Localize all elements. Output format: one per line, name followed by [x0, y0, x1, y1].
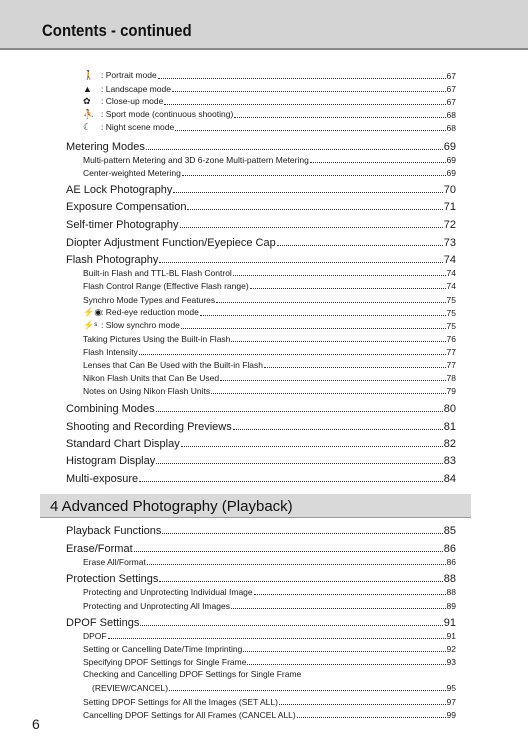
toc-entry-erase-all-format: Erase All/Format 86 — [83, 557, 456, 567]
toc-entry-red-eye-reduction: ⚡◉: Red-eye reduction mode 75 — [83, 307, 456, 318]
toc-entry-combining-modes: Combining Modes 80 — [66, 403, 456, 415]
toc-entry-erase-format: Erase/Format 86 — [66, 543, 456, 555]
toc-entry-histogram: Histogram Display 83 — [66, 455, 456, 467]
close-up-icon: ✿ — [83, 96, 91, 106]
section-title: 4 Advanced Photography (Playback) — [50, 498, 293, 515]
toc-entry-dpof: DPOF 91 — [83, 631, 456, 641]
toc-entry-taking-pictures-flash: Taking Pictures Using the Built-in Flash 76 — [83, 334, 456, 344]
toc-entry-synchro-mode-types: Synchro Mode Types and Features 75 — [83, 295, 456, 305]
toc-entry-standard-chart: Standard Chart Display 82 — [66, 438, 456, 450]
toc-entry-review-cancel: (REVIEW/CANCEL) 95 — [92, 683, 456, 693]
toc-entry-playback-functions: Playback Functions 85 — [66, 525, 456, 537]
toc-entry-multi-exposure: Multi-exposure 84 — [66, 473, 456, 485]
toc-entry-exposure-compensation: Exposure Compensation 71 — [66, 201, 456, 213]
toc-entry-portrait-mode: 🚶 : Portrait mode 67 — [83, 70, 456, 81]
toc-entry-self-timer: Self-timer Photography 72 — [66, 219, 456, 231]
toc-entry-sport-mode: ⛹ : Sport mode (continuous shooting) 68 — [83, 109, 456, 120]
toc-entry-protection-settings: Protection Settings 88 — [66, 573, 456, 585]
toc-entry-built-in-flash: Built-in Flash and TTL-BL Flash Control 74 — [83, 268, 456, 278]
section-header — [40, 494, 471, 518]
slow-sync-icon: ⚡ˢ — [83, 320, 98, 330]
toc-entry-diopter-adjustment: Diopter Adjustment Function/Eyepiece Cap 73 — [66, 237, 456, 249]
toc-entry-dpof-settings: DPOF Settings 91 — [66, 617, 456, 629]
toc-entry-slow-synchro: ⚡ˢ : Slow synchro mode 75 — [83, 320, 456, 331]
red-eye-icon: ⚡◉ — [83, 307, 103, 317]
night-scene-icon: ☾ — [83, 122, 92, 132]
toc-entry-date-time-imprinting: Setting or Cancelling Date/Time Imprinting 92 — [83, 644, 456, 654]
toc-entry-dpof-set-all: Setting DPOF Settings for All the Images (SET ALL) 97 — [83, 697, 456, 707]
page-title: Contents - continued — [42, 21, 192, 40]
toc-entry-flash-photography: Flash Photography 74 — [66, 254, 456, 266]
toc-entry-center-weighted-metering: Center-weighted Metering 69 — [83, 168, 456, 178]
page-number: 6 — [32, 716, 40, 732]
toc-entry-shooting-previews: Shooting and Recording Previews 81 — [66, 421, 456, 433]
toc-entry-dpof-single-frame: Specifying DPOF Settings for Single Frame 93 — [83, 657, 456, 667]
toc-entry-notes-nikon-flash: Notes on Using Nikon Flash Units 79 — [83, 386, 456, 396]
toc-entry-lenses-built-in-flash: Lenses that Can Be Used with the Built-in Flash 77 — [83, 360, 456, 370]
portrait-icon: 🚶 — [83, 70, 95, 80]
toc-entry-checking-cancelling-dpof: Checking and Cancelling DPOF Settings for Single Frame — [83, 669, 302, 679]
toc-entry-nikon-flash-units: Nikon Flash Units that Can Be Used 78 — [83, 373, 456, 383]
toc-entry-landscape-mode: ▲ : Landscape mode 67 — [83, 84, 456, 94]
toc-entry-close-up-mode: ✿ : Close-up mode 67 — [83, 96, 456, 107]
toc-entry-protect-individual: Protecting and Unprotecting Individual Image 88 — [83, 587, 456, 597]
toc-entry-night-scene-mode: ☾ : Night scene mode 68 — [83, 122, 456, 133]
page-header — [0, 0, 528, 50]
toc-entry-flash-control-range: Flash Control Range (Effective Flash range) 74 — [83, 281, 456, 291]
toc-entry-flash-intensity: Flash Intensity 77 — [83, 347, 456, 357]
toc-entry-multi-pattern-metering: Multi-pattern Metering and 3D 6-zone Multi-pattern Metering 69 — [83, 155, 456, 165]
toc-entry-metering-modes: Metering Modes 69 — [66, 141, 456, 153]
toc-entry-protect-all: Protecting and Unprotecting All Images 89 — [83, 601, 456, 611]
sport-icon: ⛹ — [83, 109, 95, 119]
landscape-icon: ▲ — [83, 84, 92, 94]
toc-entry-dpof-cancel-all: Cancelling DPOF Settings for All Frames (CANCEL ALL) 99 — [83, 710, 456, 720]
toc-entry-ae-lock: AE Lock Photography 70 — [66, 184, 456, 196]
